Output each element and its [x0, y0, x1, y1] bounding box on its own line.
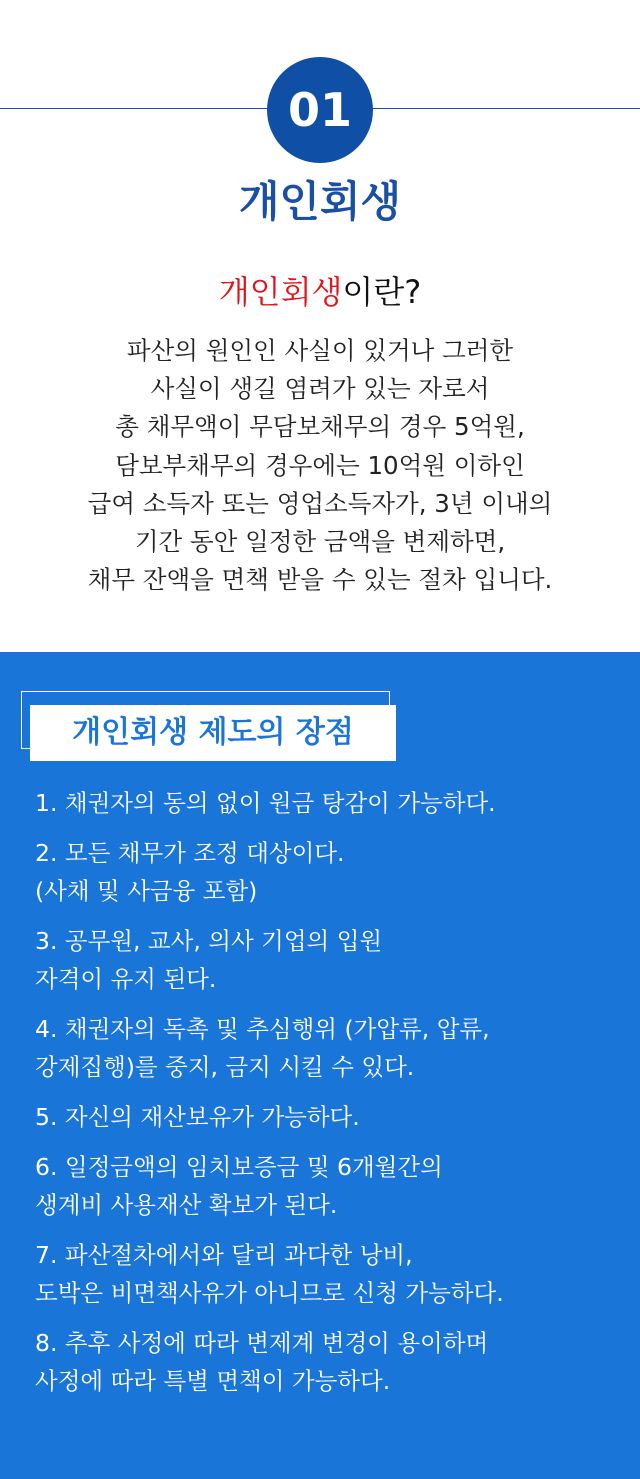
- intro-description: [20, 332, 620, 599]
- step-number-badge: 01: [267, 57, 373, 163]
- benefit-text: 생계비 사용재산 확보가 된다.: [35, 1191, 338, 1219]
- description-line: 담보부채무의 경우에는 10억원 이하인: [115, 450, 525, 480]
- benefit-item: [35, 922, 630, 998]
- benefit-item: [35, 1098, 630, 1136]
- benefits-list: [35, 784, 630, 1412]
- benefit-text: 8. 추후 사정에 따라 변제계 변경이 용이하며: [35, 1329, 489, 1357]
- benefit-text: 4. 채권자의 독촉 및 추심행위 (가압류, 압류,: [35, 1015, 490, 1043]
- benefit-text: 3. 공무원, 교사, 의사 기업의 입원: [35, 927, 383, 955]
- benefits-section: [0, 652, 640, 1479]
- benefit-text: 6. 일정금액의 임치보증금 및 6개월간의: [35, 1153, 443, 1181]
- intro-question: [0, 266, 640, 318]
- question-rest: 이란?: [342, 273, 422, 311]
- benefit-item: [35, 1324, 630, 1400]
- benefit-text: 7. 파산절차에서와 달리 과다한 낭비,: [35, 1241, 413, 1269]
- question-highlight: 개인회생: [218, 273, 343, 311]
- description-line: 총 채무액이 무담보채무의 경우 5억원,: [115, 412, 525, 442]
- benefit-text: 2. 모든 채무가 조정 대상이다.: [35, 839, 345, 867]
- section-title: 개인회생: [238, 177, 402, 226]
- intro-section: [0, 0, 640, 652]
- benefit-text: 사정에 따라 특별 면책이 가능하다.: [35, 1367, 391, 1395]
- benefit-text: (사채 및 사금융 포함): [35, 877, 258, 905]
- benefit-item: [35, 834, 630, 910]
- benefit-item: [35, 1010, 630, 1086]
- benefit-item: [35, 784, 630, 822]
- benefit-text: 도박은 비면책사유가 아니므로 신청 가능하다.: [35, 1279, 504, 1307]
- benefits-title: 개인회생 제도의 장점: [30, 705, 396, 761]
- benefit-text: 강제집행)를 중지, 금지 시킬 수 있다.: [35, 1053, 415, 1081]
- benefit-text: 1. 채권자의 동의 없이 원금 탕감이 가능하다.: [35, 789, 496, 817]
- benefit-text: 5. 자신의 재산보유가 가능하다.: [35, 1103, 360, 1131]
- description-line: 사실이 생길 염려가 있는 자로서: [150, 374, 490, 404]
- description-line: 급여 소득자 또는 영업소득자가, 3년 이내의: [87, 488, 553, 518]
- benefit-item: [35, 1236, 630, 1312]
- description-line: 채무 잔액을 면책 받을 수 있는 절차 입니다.: [87, 565, 553, 595]
- description-line: 기간 동안 일정한 금액을 변제하면,: [134, 527, 506, 557]
- benefit-item: [35, 1148, 630, 1224]
- benefit-text: 자격이 유지 된다.: [35, 965, 217, 993]
- description-line: 파산의 원인인 사실이 있거나 그러한: [126, 336, 514, 365]
